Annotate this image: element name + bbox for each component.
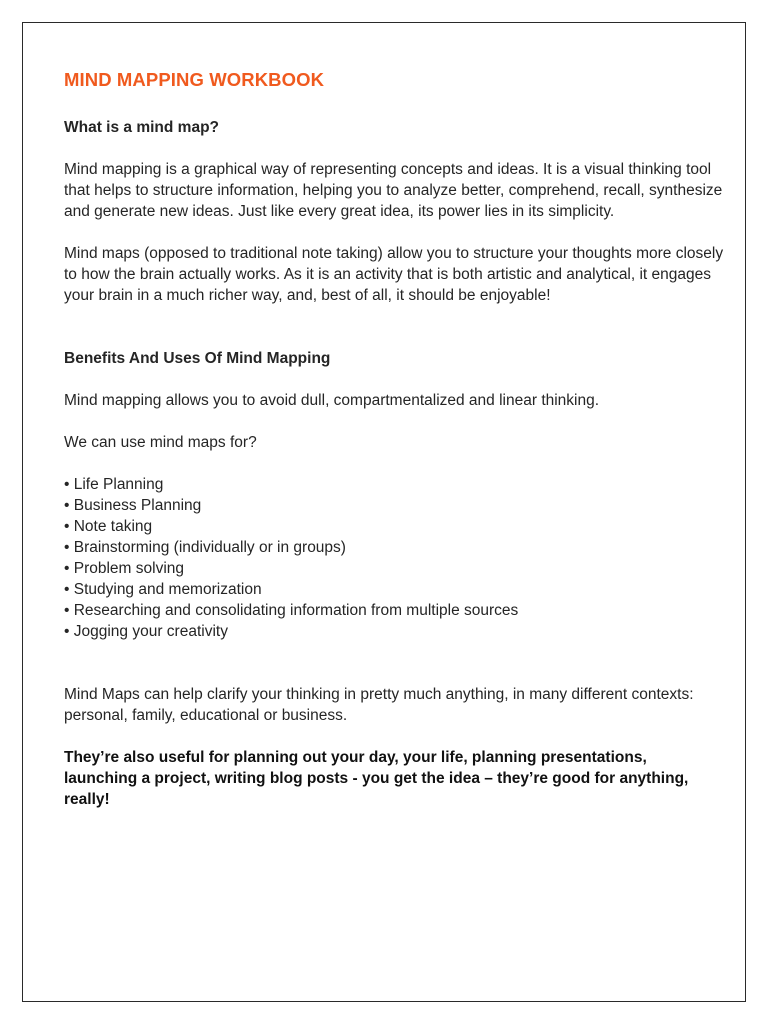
list-item: • Researching and consolidating information from multiple sources	[64, 600, 724, 621]
section-heading: Benefits And Uses Of Mind Mapping	[64, 350, 331, 367]
document-body	[64, 69, 724, 810]
clarify-paragraph: Mind Maps can help clarify your thinking in pretty much anything, in many different contexts: personal, family, educational or business.	[64, 686, 694, 724]
list-item: • Business Planning	[64, 495, 724, 516]
list-item: • Problem solving	[64, 558, 724, 579]
uses-list	[64, 474, 724, 642]
closing-bold-paragraph: They’re also useful for planning out your day, your life, planning presentations, launching a project, writing blog posts - you get the idea – they’re good for anything, really!	[64, 749, 689, 808]
question-heading: What is a mind map?	[64, 119, 220, 136]
document-title: MIND MAPPING WORKBOOK	[64, 69, 325, 90]
benefits-paragraph: Mind mapping allows you to avoid dull, compartmentalized and linear thinking.	[64, 392, 600, 409]
list-item: • Note taking	[64, 516, 724, 537]
list-item: • Brainstorming (individually or in groups)	[64, 537, 724, 558]
list-item: • Life Planning	[64, 474, 724, 495]
brain-paragraph: Mind maps (opposed to traditional note taking) allow you to structure your thoughts more closely to how the brain actually works. As it is an activity that is both artistic and analytical, it engages your brain in a much richer way, and, best of all, it should be enjoyable!	[64, 245, 724, 304]
intro-paragraph: Mind mapping is a graphical way of representing concepts and ideas. It is a visual thinking tool that helps to structure information, helping you to analyze better, comprehend, recall, synthesize and generate new ideas. Just like every great idea, its power lies in its simplicity.	[64, 161, 723, 220]
list-item: • Jogging your creativity	[64, 621, 724, 642]
uses-intro-paragraph: We can use mind maps for?	[64, 434, 257, 451]
page-frame	[22, 22, 746, 1002]
list-item: • Studying and memorization	[64, 579, 724, 600]
